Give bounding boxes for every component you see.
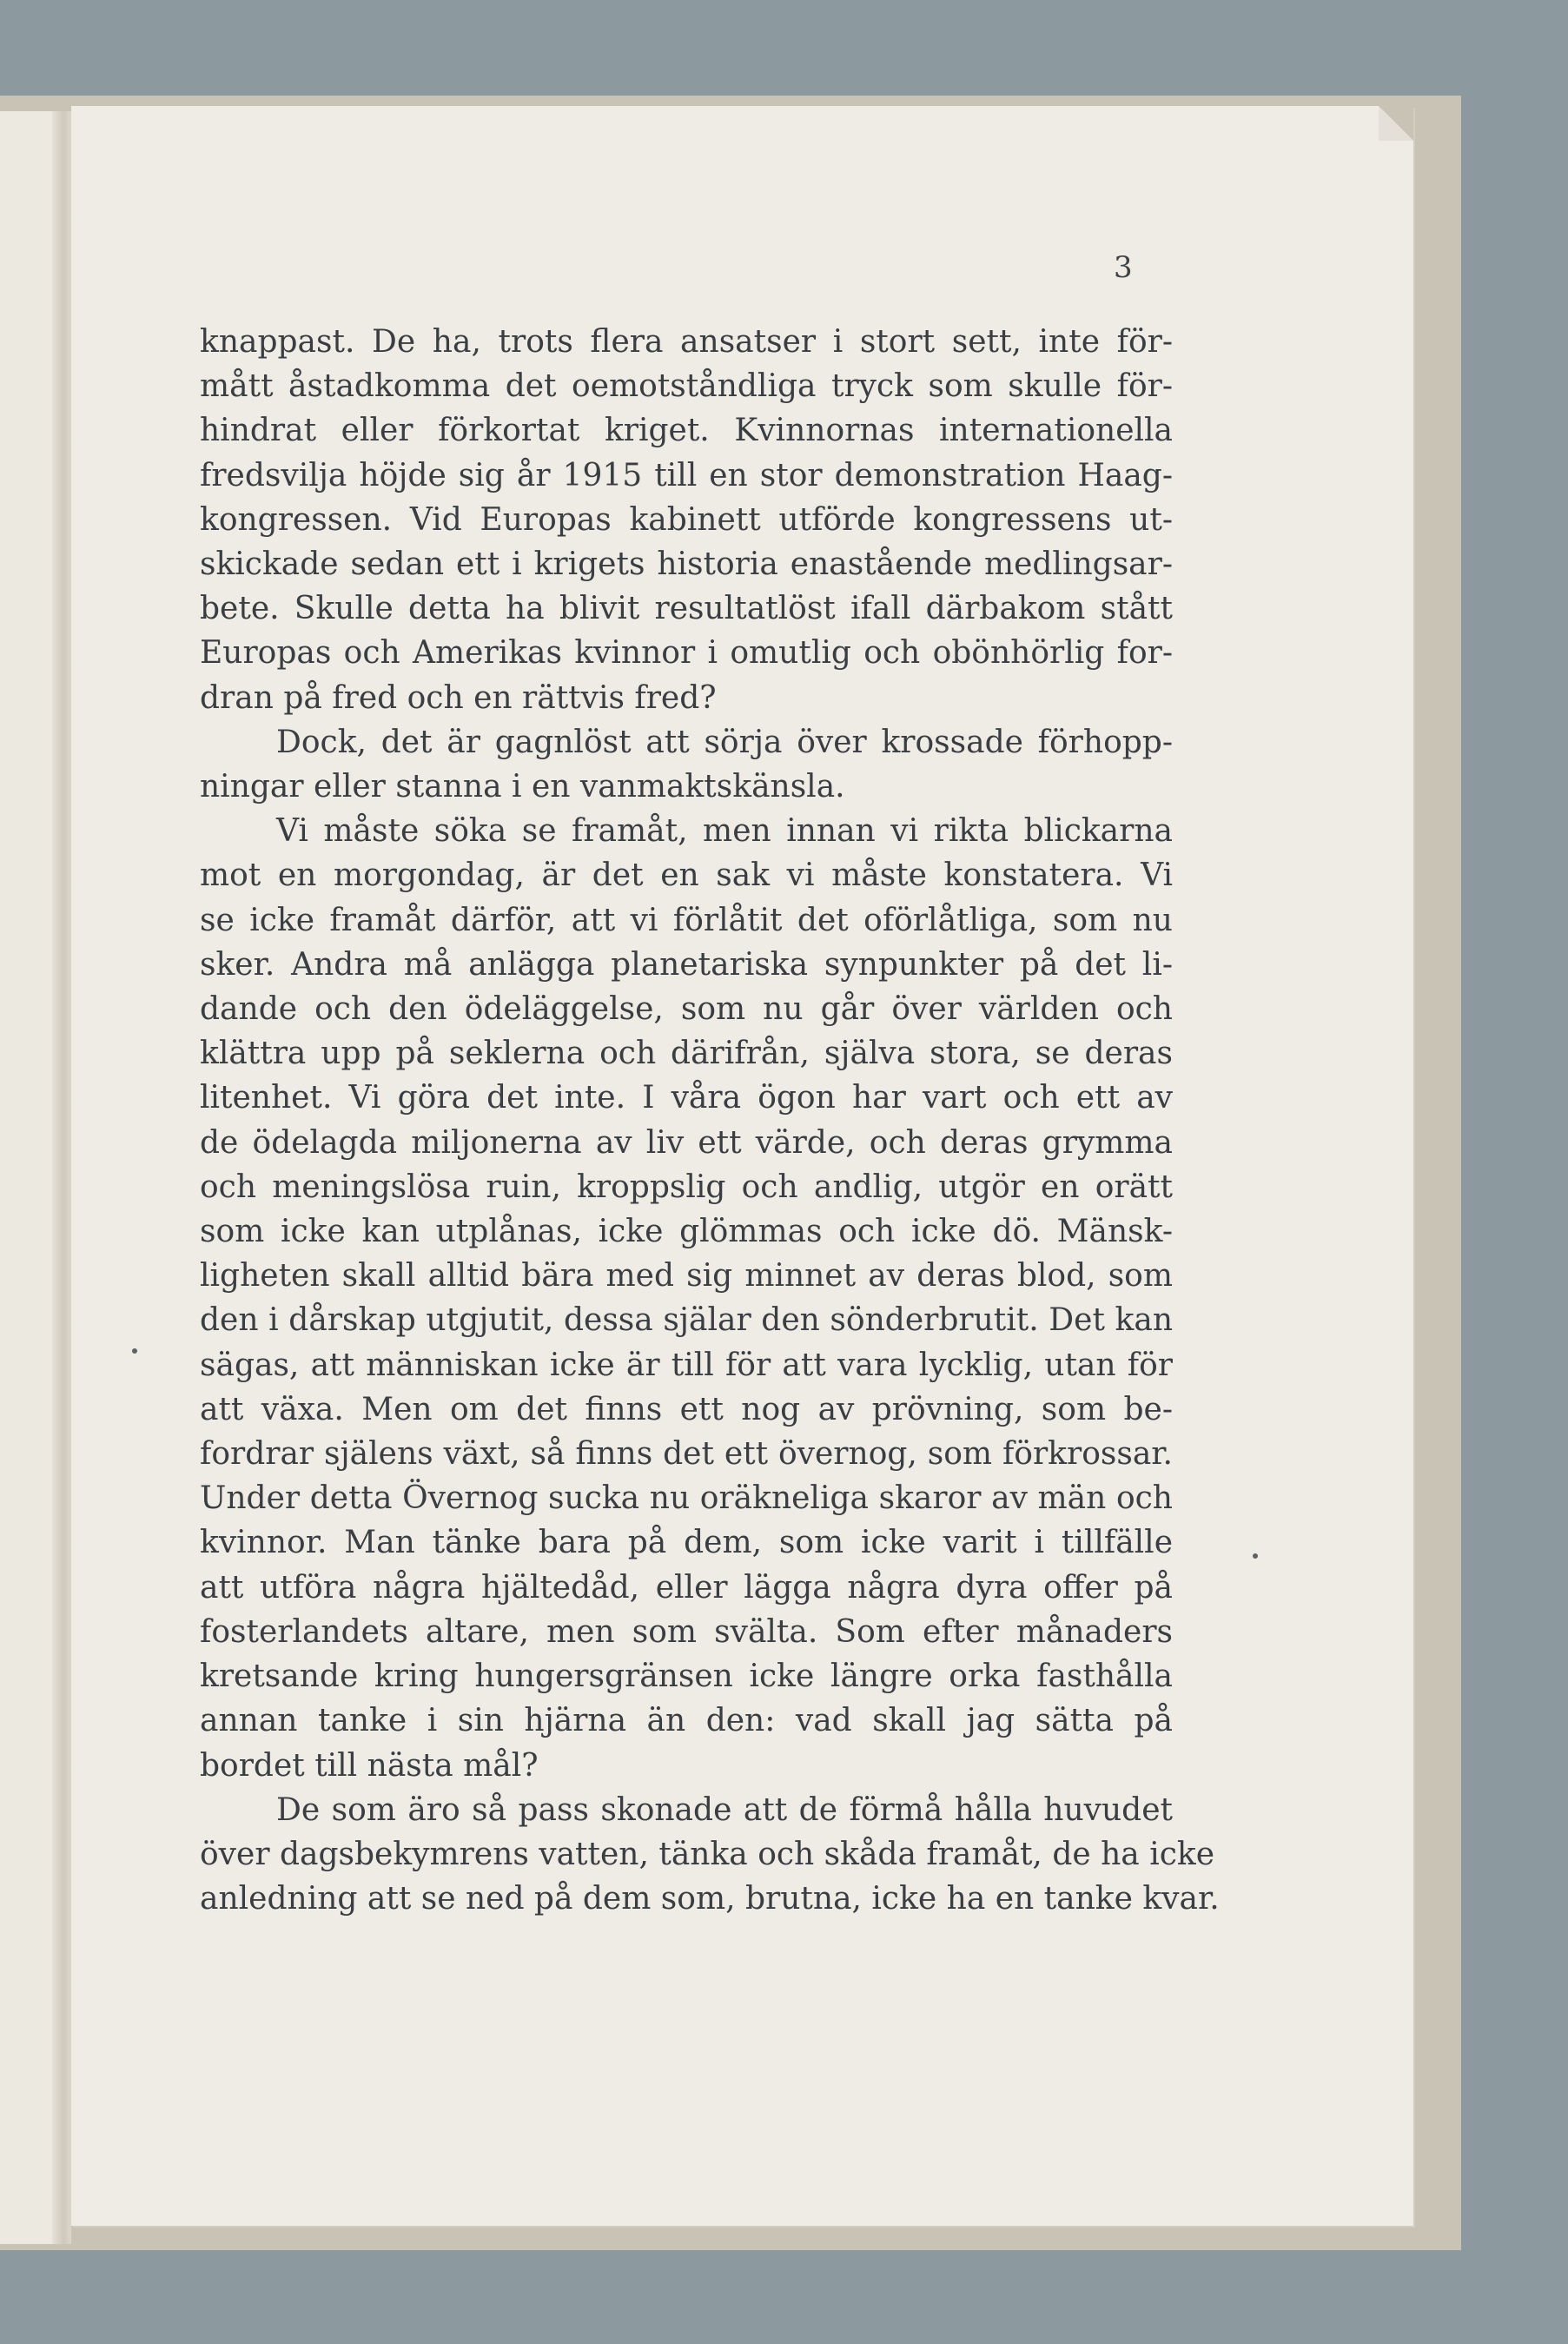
text-line: fredsvilja höjde sig år 1915 till en stor demonstration Haag- [200, 457, 1173, 493]
text-line: dran på fred och en rättvis fred? [200, 679, 717, 716]
text-line: som icke kan utplånas, icke glömmas och icke dö. Mänsk- [200, 1214, 1173, 1250]
text-line: mot en morgondag, är det en sak vi måste konstatera. Vi [200, 857, 1173, 894]
text-line: hindrat eller förkortat kriget. Kvinnornas internationella [200, 413, 1173, 449]
text-line: kvinnor. Man tänke bara på dem, som icke varit i tillfälle [200, 1525, 1173, 1561]
text-line: Vi måste söka se framåt, men innan vi rikta blickarna [276, 813, 1173, 850]
text-line: mått åstadkomma det oemotståndliga tryck som skulle för- [200, 368, 1173, 405]
text-line: ligheten skall alltid bära med sig minnet av deras blod, som [200, 1258, 1173, 1294]
text-line: Europas och Amerikas kvinnor i omutlig och obönhörlig for- [200, 635, 1173, 672]
text-line: kongressen. Vid Europas kabinett utförde kongressens ut- [200, 501, 1173, 538]
text-line: och meningslösa ruin, kroppslig och andlig, utgör en orätt [200, 1169, 1173, 1205]
text-line: att utföra några hjältedåd, eller lägga några dyra offer på [200, 1569, 1173, 1606]
text-line: sägas, att människan icke är till för att vara lycklig, utan för [200, 1347, 1173, 1383]
paper-speck [132, 1348, 137, 1354]
text-line: bete. Skulle detta ha blivit resultatlöst ifall därbakom stått [200, 591, 1173, 627]
text-line: fordrar själens växt, så finns det ett övernog, som förkrossar. [200, 1436, 1173, 1473]
text-line: kretsande kring hungersgränsen icke längre orka fasthålla [200, 1659, 1173, 1695]
text-line: den i dårskap utgjutit, dessa själar den sönderbrutit. Det kan [200, 1302, 1173, 1339]
text-line: sker. Andra må anlägga planetariska synpunkter på det li- [200, 946, 1173, 983]
text-line: bordet till nästa mål? [200, 1747, 539, 1784]
text-line: över dagsbekymrens vatten, tänka och skåda framåt, de ha icke [200, 1836, 1214, 1872]
text-line: litenhet. Vi göra det inte. I våra ögon har vart och ett av [200, 1080, 1173, 1116]
text-line: fosterlandets altare, men som svälta. Som efter månaders [200, 1613, 1173, 1650]
text-line: de ödelagda miljonerna av liv ett värde, och deras grymma [200, 1124, 1173, 1161]
paper-speck [1253, 1553, 1258, 1559]
text-line: skickade sedan ett i krigets historia enastående medlingsar- [200, 546, 1173, 583]
text-line: dande och den ödeläggelse, som nu går över världen och [200, 991, 1173, 1028]
text-line: Under detta Övernog sucka nu oräkneliga skaror av män och [200, 1480, 1173, 1517]
text-line: se icke framåt därför, att vi förlåtit det oförlåtliga, som nu [200, 902, 1173, 938]
corner-fold [1379, 106, 1413, 141]
text-line: ningar eller stanna i en vanmaktskänsla. [200, 769, 845, 805]
text-line: anledning att se ned på dem som, brutna, icke ha en tanke kvar. [200, 1881, 1220, 1917]
text-line: klättra upp på seklerna och därifrån, själva stora, se deras [200, 1036, 1173, 1072]
text-line: annan tanke i sin hjärna än den: vad skall jag sätta på [200, 1703, 1173, 1739]
book-gutter [52, 111, 71, 2244]
body-text [200, 320, 1220, 1921]
text-line: knappast. De ha, trots flera ansatser i stort sett, inte för- [200, 324, 1173, 360]
text-line: att växa. Men om det finns ett nog av prövning, som be- [200, 1391, 1173, 1427]
text-line: De som äro så pass skonade att de förmå hålla huvudet [276, 1791, 1173, 1828]
text-line: Dock, det är gagnlöst att sörja över krossade förhopp- [276, 724, 1173, 760]
page-number: 3 [1114, 250, 1133, 285]
